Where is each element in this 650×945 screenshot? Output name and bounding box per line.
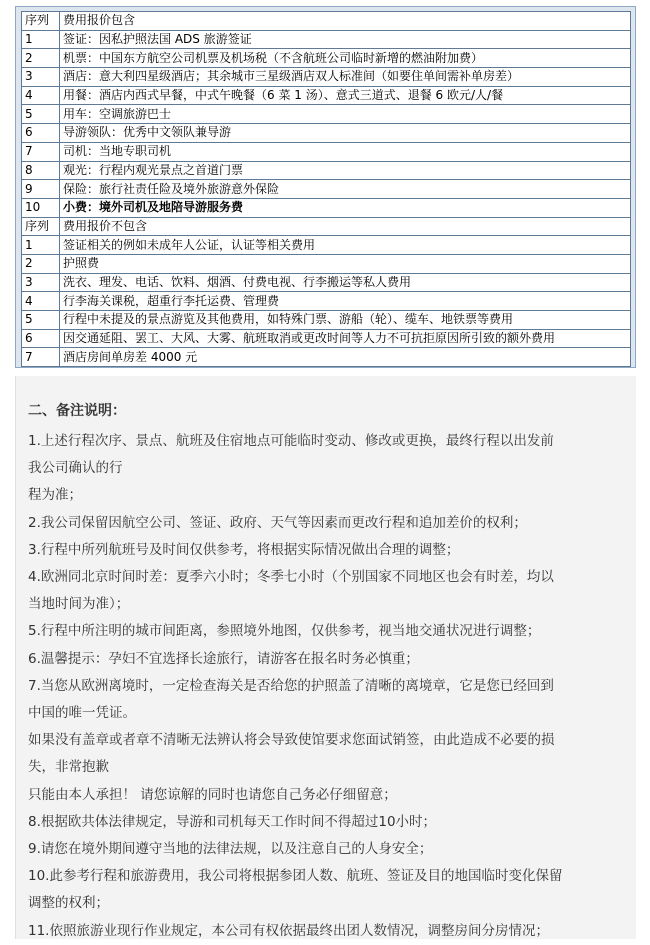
table-row [22,30,631,49]
note-line: 1.上述行程次序、景点、航班及住宿地点可能临时变动、修改或更换，最终行程以出发前 [28,433,554,449]
item-cell: 酒店：意大利四星级酒店；其余城市三星级酒店双人标准间（如要住单间需补单房差） [60,68,631,87]
note-line: 11.依照旅游业现行作业规定，本公司有权依据最终出团人数情况，调整房间分房情况； [28,922,549,939]
fee-table-body [22,12,631,367]
table-row [22,348,631,367]
item-cell: 导游领队：优秀中文领队兼导游 [60,124,631,143]
note-line: 6.温馨提示：孕妇不宜选择长途旅行，请游客在报名时务必慎重； [28,650,419,667]
table-header-row [22,12,631,31]
seq-cell: 3 [22,68,60,87]
table-row [22,49,631,68]
fee-table [21,11,631,367]
item-cell: 行程中未提及的景点游览及其他费用，如特殊门票、游船（轮）、缆车、地铁票等费用 [60,311,631,330]
note-line: 2.我公司保留因航空公司、签证、政府、天气等因素而更改行程和追加差价的权利； [28,514,527,531]
item-cell: 小费：境外司机及地陪导游服务费 [60,198,631,217]
note-line: 4.欧洲同北京时间时差：夏季六小时；冬季七小时（个别国家不同地区也会有时差，均以 [28,569,554,586]
item-cell: 用车：空调旅游巴士 [60,105,631,124]
seq-cell: 4 [22,292,60,311]
table-row [22,273,631,292]
seq-cell: 5 [22,105,60,124]
table-row [22,86,631,105]
item-cell: 签证相关的例如未成年人公证，认证等相关费用 [60,236,631,255]
header-item-cell: 费用报价不包含 [60,217,631,236]
note-line: 我公司确认的行 [28,460,123,477]
seq-cell: 8 [22,161,60,180]
table-row [22,236,631,255]
note-line: 8.根据欧共体法律规定，导游和司机每天工作时间不得超过10小时； [28,813,437,830]
table-header-row [22,217,631,236]
seq-cell: 4 [22,86,60,105]
seq-cell: 6 [22,124,60,143]
header-seq-cell: 序列 [22,217,60,236]
table-row [22,292,631,311]
table-row [22,68,631,87]
seq-cell: 5 [22,311,60,330]
item-cell: 酒店房间单房差 4000 元 [60,348,631,367]
note-line: 7.当您从欧洲离境时，一定检查海关是否给您的护照盖了清晰的离境章，它是您已经回到 [28,677,554,694]
item-cell: 签证：因私护照法国 ADS 旅游签证 [60,30,631,49]
note-line: 程为准； [28,487,82,504]
seq-cell: 3 [22,273,60,292]
item-cell: 护照费 [60,254,631,273]
header-seq-cell: 序列 [22,12,60,31]
seq-cell: 9 [22,180,60,199]
seq-cell: 2 [22,49,60,68]
item-cell: 机票：中国东方航空公司机票及机场税（不含航班公司临时新增的燃油附加费） [60,49,631,68]
notes-lines [28,428,622,945]
notes-title: 二、备注说明： [28,403,126,419]
seq-cell: 10 [22,198,60,217]
fee-table-panel [15,6,636,368]
table-row [22,329,631,348]
table-row [22,311,631,330]
note-line: 只能由本人承担！ 请您谅解的同时也请您自己务必仔细留意； [28,786,397,803]
seq-cell: 6 [22,329,60,348]
seq-cell: 2 [22,254,60,273]
table-row [22,105,631,124]
table-row [22,254,631,273]
table-row [22,124,631,143]
seq-cell: 1 [22,236,60,255]
item-cell: 洗衣、理发、电话、饮料、烟酒、付费电视、行李搬运等私人费用 [60,273,631,292]
table-row [22,161,631,180]
item-cell: 保险：旅行社责任险及境外旅游意外保险 [60,180,631,199]
note-line: 失，非常抱歉 [28,759,109,776]
table-row [22,198,631,217]
table-row [22,180,631,199]
seq-cell: 7 [22,142,60,161]
note-line: 9.请您在境外期间遵守当地的法律法规，以及注意自己的人身安全； [28,841,433,858]
item-cell: 司机：当地专职司机 [60,142,631,161]
seq-cell: 1 [22,30,60,49]
note-line: 中国的唯一凭证。 [28,705,136,722]
note-line: 5.行程中所注明的城市间距离，参照境外地图，仅供参考，视当地交通状况进行调整； [28,623,541,640]
item-cell: 行李海关课税，超重行李托运费、管理费 [60,292,631,311]
note-line: 当地时间为准）； [28,596,130,613]
table-row [22,142,631,161]
seq-cell: 7 [22,348,60,367]
item-cell: 观光：行程内观光景点之首道门票 [60,161,631,180]
notes-panel [15,376,636,939]
note-line: 调整的权利； [28,895,109,912]
item-cell: 用餐：酒店内西式早餐，中式午晚餐（6 菜 1 汤）、意式三道式、退餐 6 欧元/人/餐 [60,86,631,105]
note-line: 10.此参考行程和旅游费用，我公司将根据参团人数、航班、签证及目的地国临时变化保留 [28,868,563,885]
note-line: 3.行程中所列航班号及时间仅供参考，将根据实际情况做出合理的调整； [28,541,460,558]
item-cell: 因交通延阻、罢工、大风、大雾、航班取消或更改时间等人力不可抗拒原因所引致的额外费用 [60,329,631,348]
header-item-cell: 费用报价包含 [60,12,631,31]
note-line: 如果没有盖章或者章不清晰无法辨认将会导致使馆要求您面试销签，由此造成不必要的损 [28,732,555,749]
